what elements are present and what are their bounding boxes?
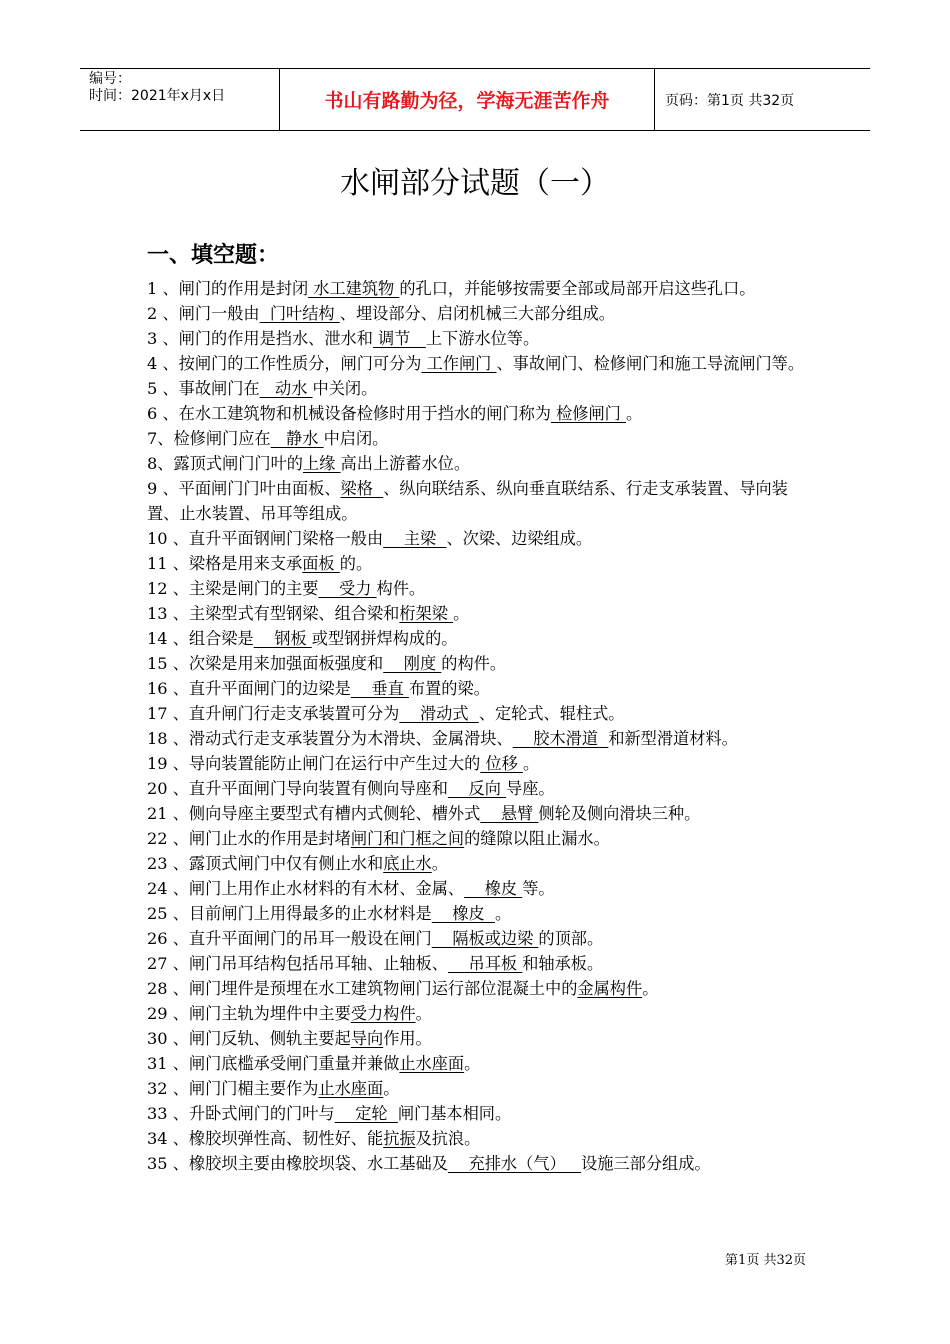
answer-blank: 闸门和门框之间 xyxy=(350,829,465,848)
question-text-tail: 中启闭。 xyxy=(323,429,389,448)
answer-blank: 胶木滑道 xyxy=(512,729,609,748)
question-text: 31 、闸门底槛承受闸门重量并兼做 xyxy=(147,1054,400,1073)
question-text-tail: 、埋设部分、启闭机械三大部分组成。 xyxy=(339,304,615,323)
question-text-tail: 、次梁、边梁组成。 xyxy=(446,529,593,548)
question-item xyxy=(147,1101,812,1126)
question-text: 12 、主梁是闸门的主要 xyxy=(147,579,319,598)
question-text: 15 、次梁是用来加强面板强度和 xyxy=(147,654,384,673)
question-item xyxy=(147,526,812,551)
question-text: 27 、闸门吊耳结构包括吊耳轴、止轴板、 xyxy=(147,954,448,973)
question-item xyxy=(147,976,812,1001)
answer-blank: 面板 xyxy=(302,554,340,573)
question-text: 16 、直升平面闸门的边梁是 xyxy=(147,679,351,698)
header-info-cell xyxy=(80,69,280,130)
header-motto: 书山有路勤为径，学海无涯苦作舟 xyxy=(280,69,655,130)
question-text: 25 、目前闸门上用得最多的止水材料是 xyxy=(147,904,432,923)
question-text: 4 、按闸门的工作性质分，闸门可分为 xyxy=(147,354,422,373)
question-item xyxy=(147,1051,812,1076)
question-text: 22 、闸门止水的作用是封堵 xyxy=(147,829,351,848)
answer-blank: 充排水（气） xyxy=(447,1154,582,1173)
answer-blank: 钢板 xyxy=(253,629,312,648)
answer-blank: 导向 xyxy=(350,1029,384,1048)
question-text-tail: 。 xyxy=(626,404,643,423)
number-label: 编号： xyxy=(89,71,131,87)
time-label: 时间：2021年x月x日 xyxy=(89,88,226,104)
question-text-tail: 高出上游蓄水位。 xyxy=(340,454,471,473)
question-text-tail: 构件。 xyxy=(376,579,426,598)
question-text: 13 、主梁型式有型钢梁、组合梁和 xyxy=(147,604,400,623)
question-item xyxy=(147,301,812,326)
question-text-tail: 的顶部。 xyxy=(538,929,604,948)
question-text: 19 、导向装置能防止闸门在运行中产生过大的 xyxy=(147,754,481,773)
question-item xyxy=(147,376,812,401)
question-text-tail: 。 xyxy=(383,1079,400,1098)
question-item xyxy=(147,701,812,726)
question-text: 34 、橡胶坝弹性高、韧性好、能 xyxy=(147,1129,384,1148)
page-title: 水闸部分试题（一） xyxy=(340,166,610,201)
question-item xyxy=(147,776,812,801)
question-text-tail: 。 xyxy=(495,904,512,923)
answer-blank: 主梁 xyxy=(383,529,447,548)
question-item xyxy=(147,1076,812,1101)
answer-blank: 隔板或边梁 xyxy=(431,929,539,948)
question-item xyxy=(147,326,812,351)
question-text-tail: 作用。 xyxy=(383,1029,432,1048)
question-text-tail: 。 xyxy=(431,854,448,873)
answer-blank: 滑动式 xyxy=(399,704,479,723)
question-text-tail: 闸门基本相同。 xyxy=(397,1104,512,1123)
question-text: 26 、直升平面闸门的吊耳一般设在闸门 xyxy=(147,929,432,948)
question-text: 11 、梁格是用来支承 xyxy=(147,554,303,573)
page-header xyxy=(80,68,870,131)
answer-blank: 动水 xyxy=(259,379,313,398)
question-text: 7、检修闸门应在 xyxy=(147,429,271,448)
question-text: 14 、组合梁是 xyxy=(147,629,254,648)
question-item xyxy=(147,1126,812,1151)
question-item xyxy=(147,451,812,476)
question-text: 10 、直升平面钢闸门梁格一般由 xyxy=(147,529,384,548)
question-text: 23 、露顶式闸门中仅有侧止水和 xyxy=(147,854,384,873)
question-text-tail: 中关闭。 xyxy=(312,379,378,398)
question-item xyxy=(147,276,812,301)
question-text: 30 、闸门反轨、侧轨主要起 xyxy=(147,1029,351,1048)
question-text-tail: 。 xyxy=(415,1004,432,1023)
question-text-tail: 等。 xyxy=(522,879,555,898)
question-item xyxy=(147,1151,812,1176)
question-text-tail: 侧轮及侧向滑块三种。 xyxy=(538,804,701,823)
answer-blank: 桁架梁 xyxy=(399,604,454,623)
question-text-tail: 、事故闸门、检修闸门和施工导流闸门等。 xyxy=(496,354,805,373)
question-item xyxy=(147,1001,812,1026)
question-text-tail: 、定轮式、辊柱式。 xyxy=(478,704,625,723)
question-text-tail: 。 xyxy=(453,604,470,623)
question-text: 18 、滑动式行走支承装置分为木滑块、金属滑块、 xyxy=(147,729,513,748)
question-text-tail: 或型钢拼焊构成的。 xyxy=(311,629,458,648)
question-item xyxy=(147,426,812,451)
question-item xyxy=(147,926,812,951)
answer-blank: 止水座面 xyxy=(399,1054,465,1073)
question-text: 5 、事故闸门在 xyxy=(147,379,260,398)
question-text: 2 、闸门一般由 xyxy=(147,304,260,323)
question-text-tail: 和轴承板。 xyxy=(522,954,604,973)
question-text-tail: 。 xyxy=(642,979,659,998)
question-text-tail: 的孔口，并能够按需要全部或局部开启这些孔口。 xyxy=(399,279,756,298)
question-text: 9 、平面闸门门叶由面板、 xyxy=(147,479,341,498)
question-text-tail: 。 xyxy=(464,1054,481,1073)
question-text: 21 、侧向导座主要型式有槽内式侧轮、槽外式 xyxy=(147,804,481,823)
question-item xyxy=(147,351,812,376)
question-text-tail: 的构件。 xyxy=(441,654,507,673)
question-item xyxy=(147,1026,812,1051)
question-text-tail: 上下游水位等。 xyxy=(425,329,540,348)
question-text: 24 、闸门上用作止水材料的有木材、金属、 xyxy=(147,879,465,898)
question-list xyxy=(147,276,812,1176)
question-item xyxy=(147,551,812,576)
question-item xyxy=(147,826,812,851)
question-text-tail: 的。 xyxy=(339,554,373,573)
question-text: 6 、在水工建筑物和机械设备检修时用于挡水的闸门称为 xyxy=(147,404,551,423)
answer-blank: 抗振 xyxy=(383,1129,416,1148)
answer-blank: 受力构件 xyxy=(350,1004,416,1023)
question-text: 3 、闸门的作用是挡水、泄水和 xyxy=(147,329,373,348)
question-text-tail: 。 xyxy=(522,754,540,773)
question-text-tail: 、纵向联结系、纵向垂直联结系、行走支承装置、导向装置、止水装置、吊耳等组成。 xyxy=(147,479,788,523)
answer-blank: 静水 xyxy=(270,429,324,448)
question-item xyxy=(147,676,812,701)
question-item xyxy=(147,726,812,751)
answer-blank: 水工建筑物 xyxy=(308,279,400,298)
answer-blank: 止水座面 xyxy=(318,1079,384,1098)
answer-blank: 位移 xyxy=(480,754,523,773)
question-text: 28 、闸门埋件是预埋在水工建筑物闸门运行部位混凝土中的 xyxy=(147,979,578,998)
question-text-tail: 的缝隙以阻止漏水。 xyxy=(464,829,610,848)
question-item xyxy=(147,626,812,651)
answer-blank: 梁格 xyxy=(340,479,384,498)
question-text-tail: 设施三部分组成。 xyxy=(581,1154,711,1173)
question-text-tail: 和新型滑道材料。 xyxy=(608,729,738,748)
answer-blank: 工作闸门 xyxy=(421,354,497,373)
section-heading: 一、填空题： xyxy=(147,243,280,268)
question-text: 29 、闸门主轨为埋件中主要 xyxy=(147,1004,351,1023)
question-item xyxy=(147,601,812,626)
answer-blank: 检修闸门 xyxy=(550,404,626,423)
question-text: 1 、闸门的作用是封闭 xyxy=(147,279,309,298)
question-item xyxy=(147,801,812,826)
header-page-label: 页码：第1页 共32页 xyxy=(665,92,795,109)
question-text: 20 、直升平面闸门导向装置有侧向导座和 xyxy=(147,779,448,798)
question-item xyxy=(147,401,812,426)
question-item xyxy=(147,951,812,976)
answer-blank: 调节 xyxy=(372,329,426,348)
page-footer: 第1页 共32页 xyxy=(725,1253,806,1268)
answer-blank: 刚度 xyxy=(383,654,442,673)
question-item xyxy=(147,476,812,526)
question-text: 8、露顶式闸门门叶的 xyxy=(147,454,303,473)
question-item xyxy=(147,651,812,676)
answer-blank: 橡皮 xyxy=(464,879,523,898)
question-text: 32 、闸门门楣主要作为 xyxy=(147,1079,319,1098)
answer-blank: 垂直 xyxy=(350,679,409,698)
question-item xyxy=(147,851,812,876)
answer-blank: 反向 xyxy=(447,779,507,798)
answer-blank: 门叶结构 xyxy=(259,304,340,323)
answer-blank: 吊耳板 xyxy=(447,954,523,973)
answer-blank: 受力 xyxy=(318,579,377,598)
question-text: 33 、升卧式闸门的门叶与 xyxy=(147,1104,335,1123)
question-text: 35 、橡胶坝主要由橡胶坝袋、水工基础及 xyxy=(147,1154,448,1173)
answer-blank: 上缘 xyxy=(303,454,341,473)
answer-blank: 定轮 xyxy=(334,1104,398,1123)
question-text-tail: 及抗浪。 xyxy=(415,1129,481,1148)
question-item xyxy=(147,576,812,601)
answer-blank: 底止水 xyxy=(383,854,432,873)
answer-blank: 橡皮 xyxy=(431,904,495,923)
question-text: 17 、直升闸门行走支承装置可分为 xyxy=(147,704,400,723)
question-item xyxy=(147,751,812,776)
answer-blank: 金属构件 xyxy=(577,979,643,998)
answer-blank: 悬臂 xyxy=(480,804,539,823)
question-item xyxy=(147,901,812,926)
question-text-tail: 导座。 xyxy=(506,779,555,798)
question-item xyxy=(147,876,812,901)
question-text-tail: 布置的梁。 xyxy=(408,679,490,698)
